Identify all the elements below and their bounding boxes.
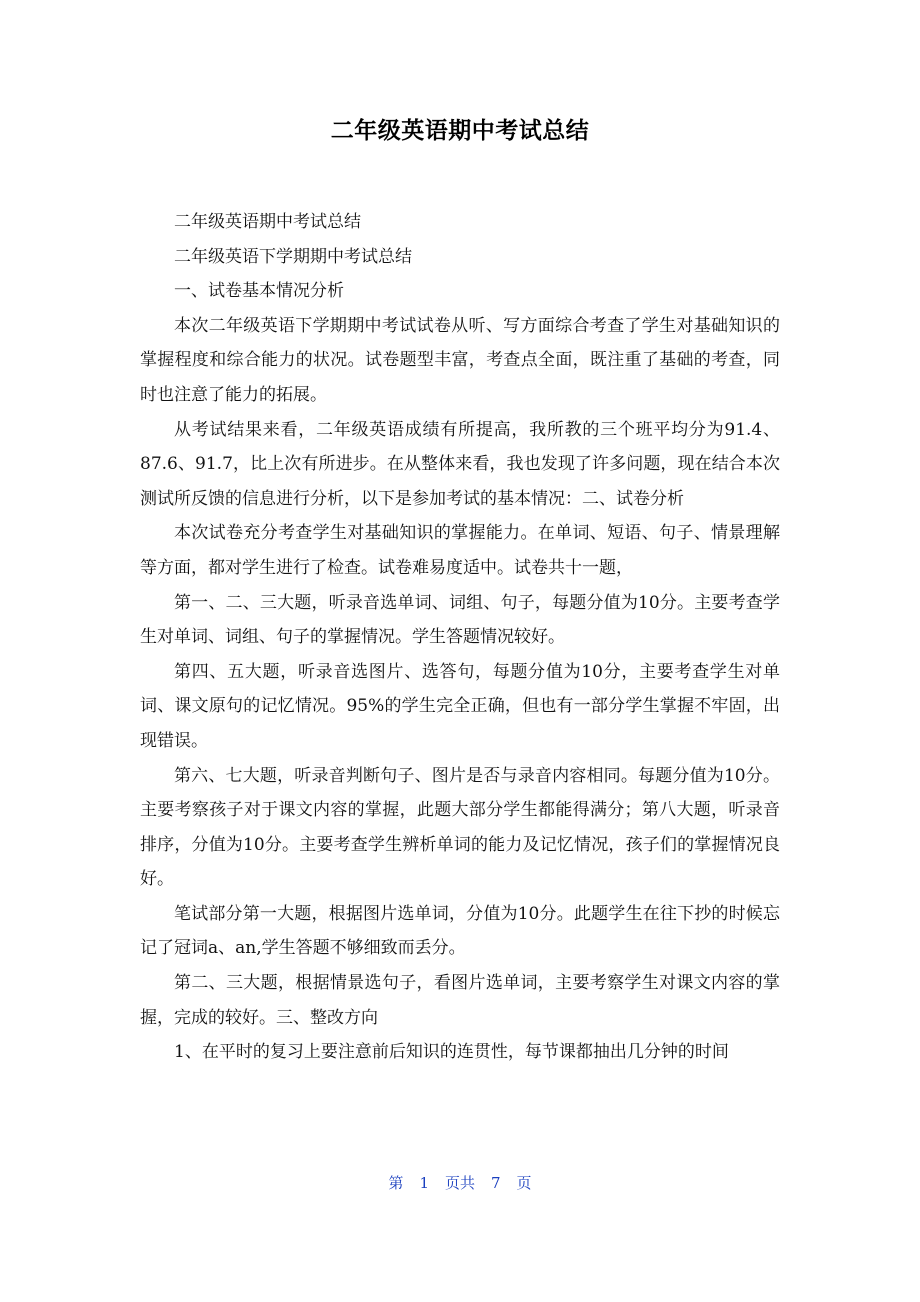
paragraph: 第四、五大题，听录音选图片、选答句，每题分值为10分，主要考查学生对单词、课文原句的记忆情况。95%的学生完全正确，但也有一部分学生掌握不牢固，出现错误。 xyxy=(140,661,780,751)
paragraph: 1、在平时的复习上要注意前后知识的连贯性，每节课都抽出几分钟的时间 xyxy=(174,1042,729,1063)
paragraph: 笔试部分第一大题，根据图片选单词，分值为10分。此题学生在往下抄的时候忘记了冠词a、an,学生答题不够细致而丢分。 xyxy=(140,903,780,959)
paragraph: 本次试卷充分考查学生对基础知识的掌握能力。在单词、短语、句子、情景理解等方面，都对学生进行了检查。试卷难易度适中。试卷共十一题， xyxy=(140,523,780,578)
paragraph: 第六、七大题，听录音判断句子、图片是否与录音内容相同。每题分值为10分。主要考察孩子对于课文内容的掌握，此题大部分学生都能得满分；第八大题，听录音排序，分值为10分。主要考查学生辨析单词的能力及记忆情况，孩子们的掌握情况良好。 xyxy=(140,765,780,890)
paragraph: 二年级英语期中考试总结 xyxy=(174,212,361,232)
page-footer xyxy=(0,1172,920,1193)
footer-total-pages: 7 xyxy=(491,1174,501,1192)
document-body xyxy=(140,205,780,1070)
paragraph: 二年级英语下学期期中考试总结 xyxy=(174,246,412,267)
paragraph: 第二、三大题，根据情景选句子，看图片选单词，主要考察学生对课文内容的掌握，完成的较好。三、整改方向 xyxy=(140,973,780,1028)
footer-middle: 页共 xyxy=(444,1174,475,1192)
paragraph: 第一、二、三大题，听录音选单词、词组、句子，每题分值为10分。主要考查学生对单词、词组、句子的掌握情况。学生答题情况较好。 xyxy=(140,592,780,648)
footer-suffix: 页 xyxy=(516,1174,532,1192)
document-title: 二年级英语期中考试总结 xyxy=(330,118,590,144)
section-heading: 一、试卷基本情况分析 xyxy=(174,281,344,302)
paragraph: 本次二年级英语下学期期中考试试卷从听、写方面综合考查了学生对基础知识的掌握程度和综合能力的状况。试卷题型丰富，考查点全面，既注重了基础的考查，同时也注意了能力的拓展。 xyxy=(140,315,780,405)
footer-prefix: 第 xyxy=(388,1174,404,1192)
footer-page-number: 1 xyxy=(419,1174,429,1192)
paragraph: 从考试结果来看，二年级英语成绩有所提高，我所教的三个班平均分为91.4、87.6、91.7，比上次有所进步。在从整体来看，我也发现了许多问题，现在结合本次测试所反馈的信息进行分析，以下是参加考试的基本情况：二、试卷分析 xyxy=(140,419,780,509)
